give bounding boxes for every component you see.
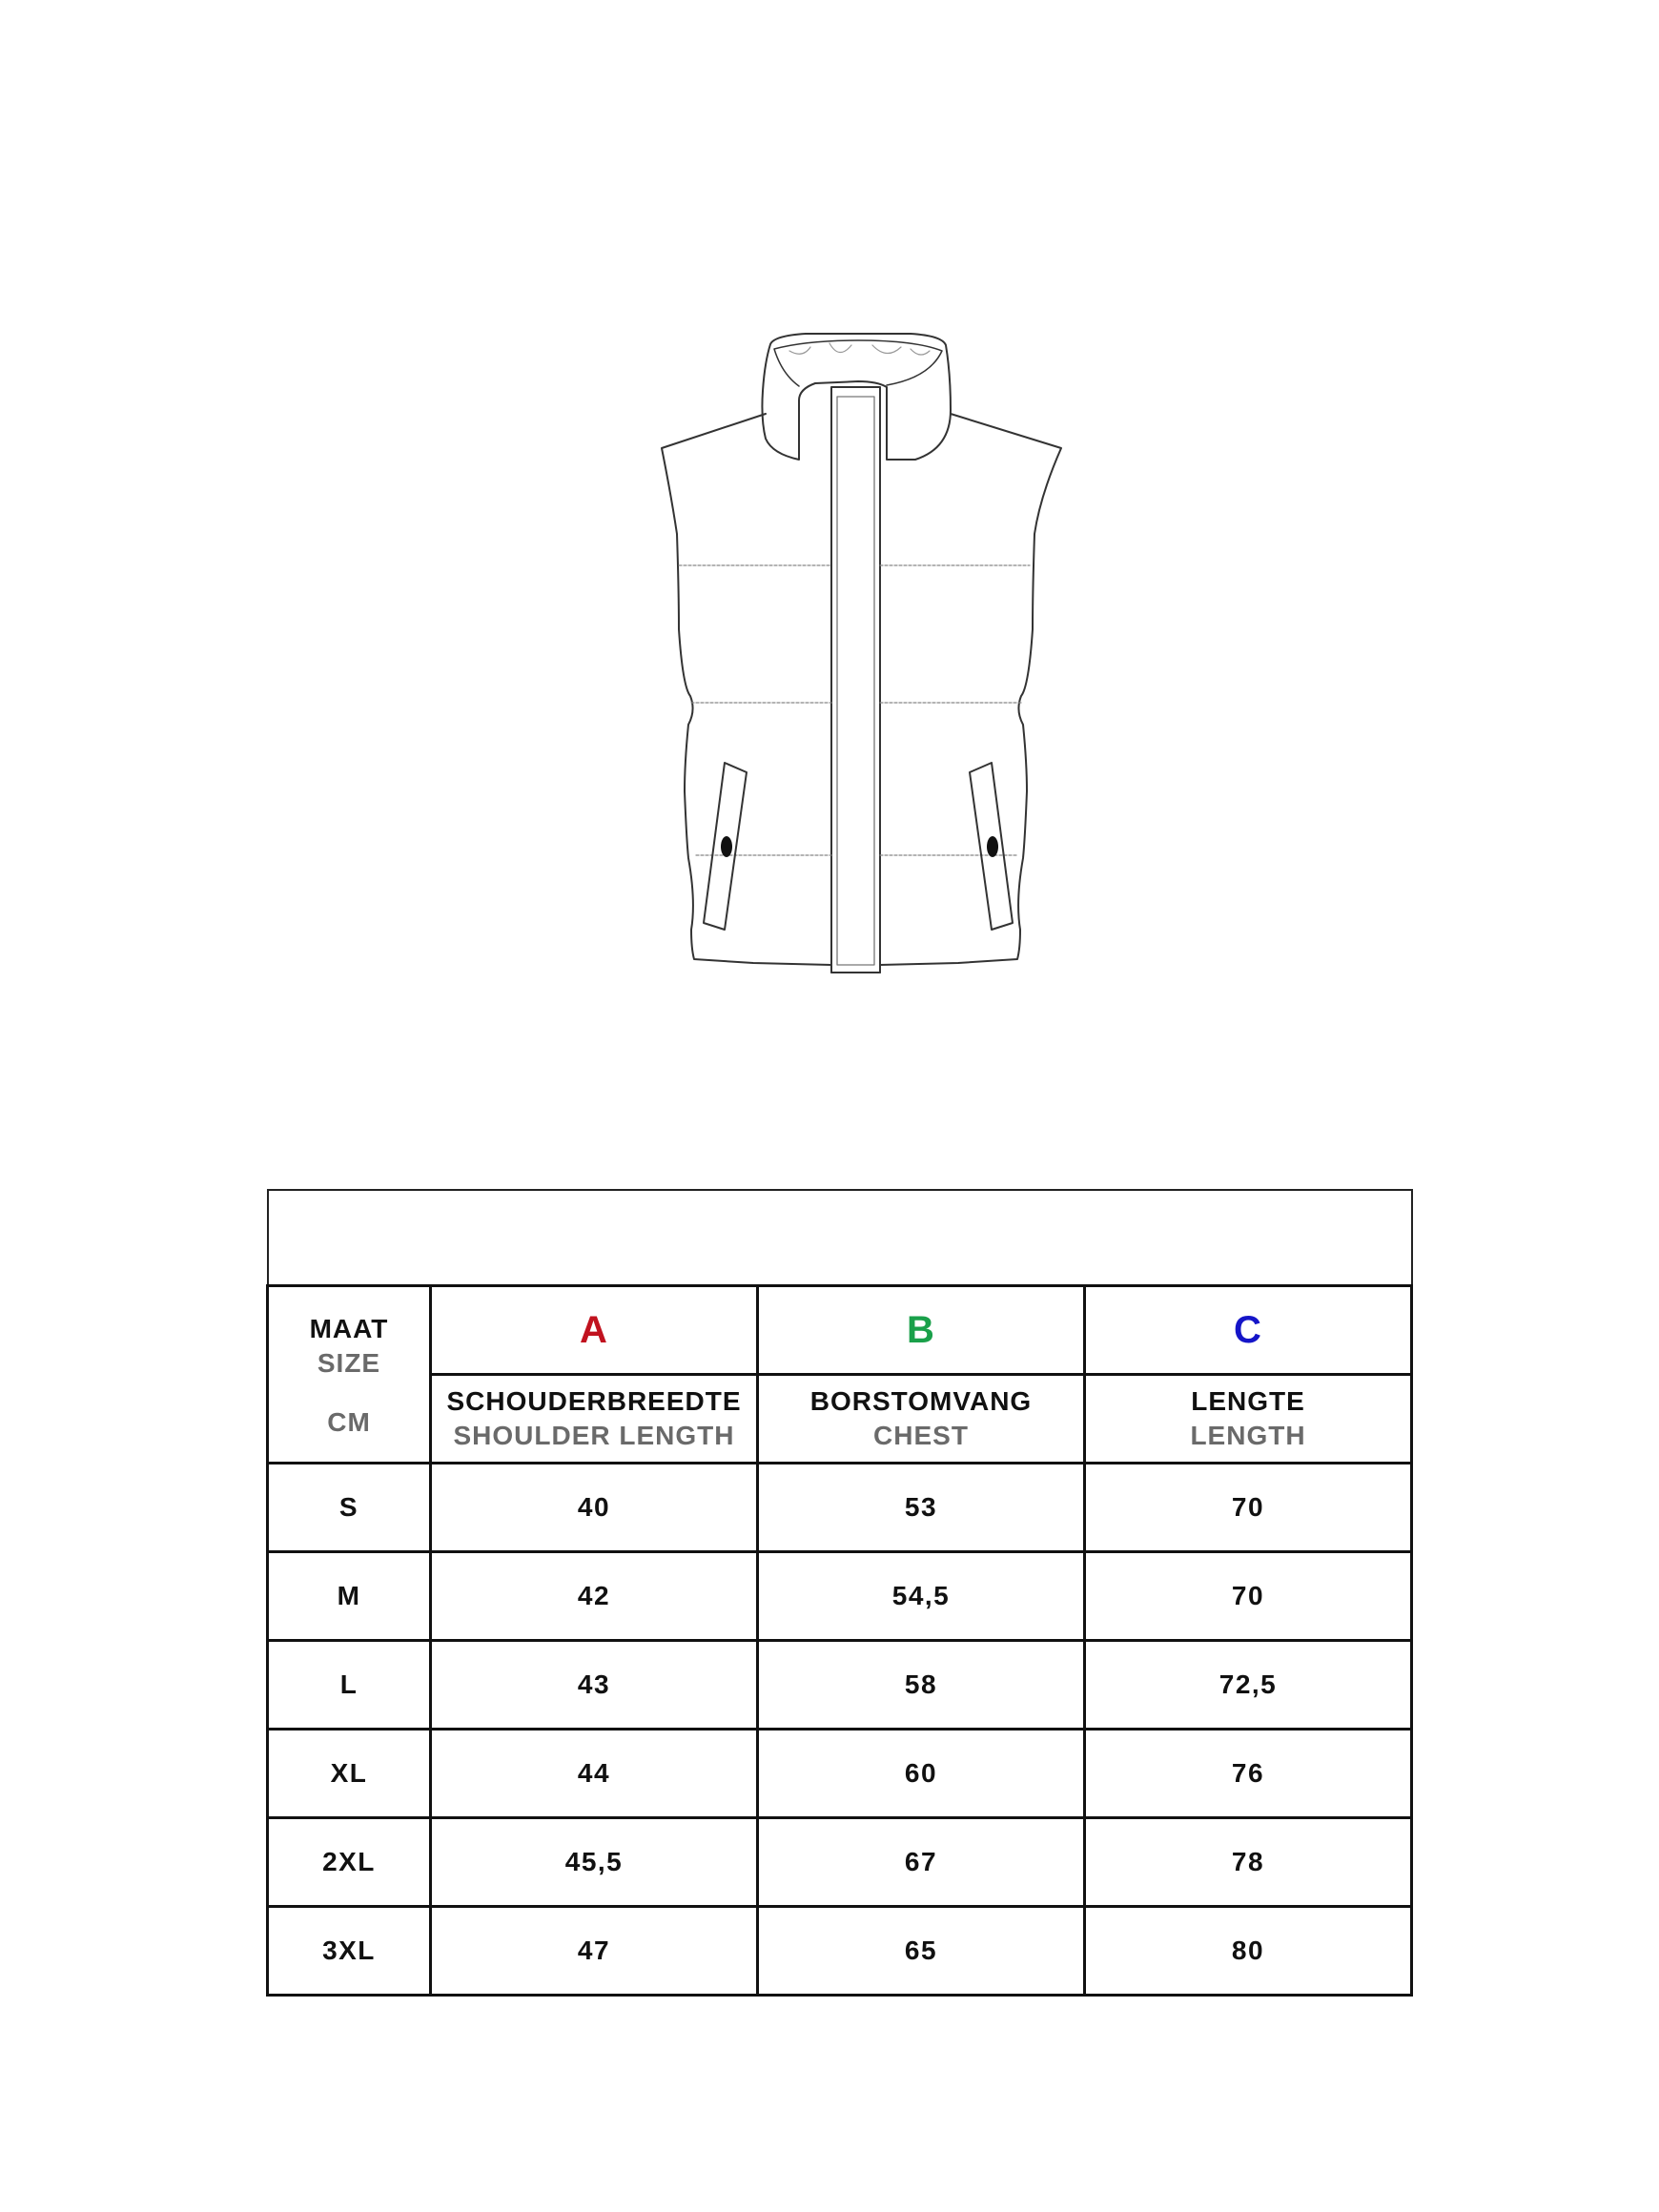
vest-illustration [0, 0, 1659, 1049]
vest-collar-lining [774, 340, 942, 386]
table-row [268, 1641, 1412, 1730]
size-cell: M [268, 1552, 431, 1641]
vest-body-outline [662, 414, 1061, 973]
size-header-en: SIZE [317, 1347, 381, 1378]
size-cell: 3XL [268, 1907, 431, 1996]
vest-zipper-pull-right [987, 836, 998, 857]
column-letter-row [268, 1286, 1412, 1375]
chest-cell: 53 [758, 1464, 1085, 1552]
size-cell: S [268, 1464, 431, 1552]
length-cell: 78 [1085, 1818, 1412, 1907]
table-title-cell [268, 1190, 1412, 1286]
column-b-label-cell [758, 1375, 1085, 1464]
chest-cell: 54,5 [758, 1552, 1085, 1641]
shoulder-cell: 42 [431, 1552, 758, 1641]
column-label-row [268, 1375, 1412, 1464]
vest-zipper-pull-left [721, 836, 732, 857]
chest-cell: 58 [758, 1641, 1085, 1730]
shoulder-cell: 45,5 [431, 1818, 758, 1907]
column-a-label-en: SHOULDER LENGTH [453, 1421, 735, 1450]
chest-cell: 65 [758, 1907, 1085, 1996]
shoulder-cell: 47 [431, 1907, 758, 1996]
size-cell: XL [268, 1730, 431, 1818]
column-a-label-cell [431, 1375, 758, 1464]
size-chart-table [266, 1189, 1413, 1997]
table-row [268, 1464, 1412, 1552]
unit-label: CM [327, 1406, 371, 1437]
column-b-letter: B [907, 1308, 935, 1351]
length-cell: 80 [1085, 1907, 1412, 1996]
column-b-letter-cell [758, 1286, 1085, 1375]
chest-cell: 60 [758, 1730, 1085, 1818]
size-cell: L [268, 1641, 431, 1730]
table-row [268, 1552, 1412, 1641]
length-cell: 72,5 [1085, 1641, 1412, 1730]
table-row [268, 1907, 1412, 1996]
table-row [268, 1818, 1412, 1907]
column-a-label-nl: SCHOUDERBREEDTE [446, 1386, 742, 1416]
column-a-letter-cell [431, 1286, 758, 1375]
column-c-label-cell [1085, 1375, 1412, 1464]
column-c-label-nl: LENGTE [1191, 1386, 1305, 1416]
length-cell: 70 [1085, 1552, 1412, 1641]
column-b-label-en: CHEST [873, 1421, 969, 1450]
size-header-cell [268, 1286, 431, 1464]
chest-cell: 67 [758, 1818, 1085, 1907]
vest-quilting-lines [679, 565, 1030, 855]
column-b-label-nl: BORSTOMVANG [809, 1386, 1033, 1416]
table-row [268, 1730, 1412, 1818]
column-c-letter: C [1234, 1308, 1262, 1351]
vest-zipper-placket [831, 387, 880, 973]
length-cell: 70 [1085, 1464, 1412, 1552]
shoulder-cell: 40 [431, 1464, 758, 1552]
column-c-letter-cell [1085, 1286, 1412, 1375]
size-cell: 2XL [268, 1818, 431, 1907]
table-title-row [268, 1190, 1412, 1286]
length-cell: 76 [1085, 1730, 1412, 1818]
column-a-letter: A [580, 1308, 608, 1351]
shoulder-cell: 44 [431, 1730, 758, 1818]
size-header-nl: MAAT [309, 1313, 389, 1343]
shoulder-cell: 43 [431, 1641, 758, 1730]
column-c-label-en: LENGTH [1190, 1421, 1306, 1450]
